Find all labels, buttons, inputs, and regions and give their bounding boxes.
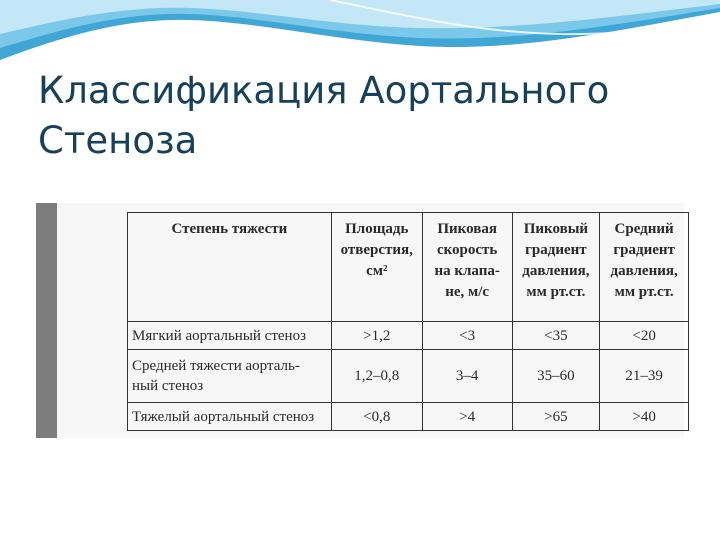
header-area-line: см² <box>366 263 388 279</box>
header-peak-line: Пиковый <box>523 221 589 237</box>
header-area <box>331 213 422 322</box>
velocity-cell: <3 <box>422 322 512 350</box>
slide-title <box>38 66 678 166</box>
aortic-stenosis-table <box>127 212 689 431</box>
header-peak-line: градиент <box>525 242 587 258</box>
severity-cell: Тяжелый аортальный стеноз <box>128 403 332 431</box>
header-area-line: Площадь <box>345 221 409 237</box>
velocity-cell: >4 <box>422 403 512 431</box>
header-peak-gradient <box>512 213 600 322</box>
image-left-bar <box>36 203 57 438</box>
header-velocity <box>422 213 512 322</box>
slide-title-line-1: Классификация Аортального <box>38 69 610 112</box>
peak-gradient-cell: >65 <box>512 403 600 431</box>
mean-gradient-cell: 21–39 <box>600 350 689 403</box>
header-mean-gradient <box>600 213 689 322</box>
table-row <box>128 350 689 403</box>
velocity-cell: 3–4 <box>422 350 512 403</box>
table-row <box>128 322 689 350</box>
area-cell: <0,8 <box>331 403 422 431</box>
header-mean-line: Средний <box>614 221 674 237</box>
header-velocity-line: не, м/с <box>445 284 490 300</box>
header-mean-line: давления, <box>610 263 678 279</box>
slide-title-line-2: Стеноза <box>38 119 198 162</box>
peak-gradient-cell: 35–60 <box>512 350 600 403</box>
area-cell: 1,2–0,8 <box>331 350 422 403</box>
header-peak-line: мм рт.ст. <box>526 284 586 300</box>
header-severity-line: Степень тяжести <box>171 221 288 237</box>
area-cell: >1,2 <box>331 322 422 350</box>
header-velocity-line: скорость <box>436 242 498 258</box>
severity-cell: Мягкий аортальный стеноз <box>128 322 332 350</box>
peak-gradient-cell: <35 <box>512 322 600 350</box>
header-severity <box>128 213 332 322</box>
header-mean-line: мм рт.ст. <box>614 284 674 300</box>
header-mean-line: градиент <box>613 242 675 258</box>
header-velocity-line: на клапа- <box>434 263 500 279</box>
header-area-line: отверстия, <box>340 242 413 258</box>
table-row <box>128 403 689 431</box>
severity-line: Средней тяжести аорталь- <box>132 358 300 374</box>
header-peak-line: давления, <box>522 263 590 279</box>
severity-cell <box>128 350 332 403</box>
table-header-row <box>128 213 689 322</box>
header-velocity-line: Пиковая <box>437 221 497 237</box>
severity-line: ный стеноз <box>132 378 204 394</box>
mean-gradient-cell: >40 <box>600 403 689 431</box>
table-image <box>57 203 684 438</box>
mean-gradient-cell: <20 <box>600 322 689 350</box>
